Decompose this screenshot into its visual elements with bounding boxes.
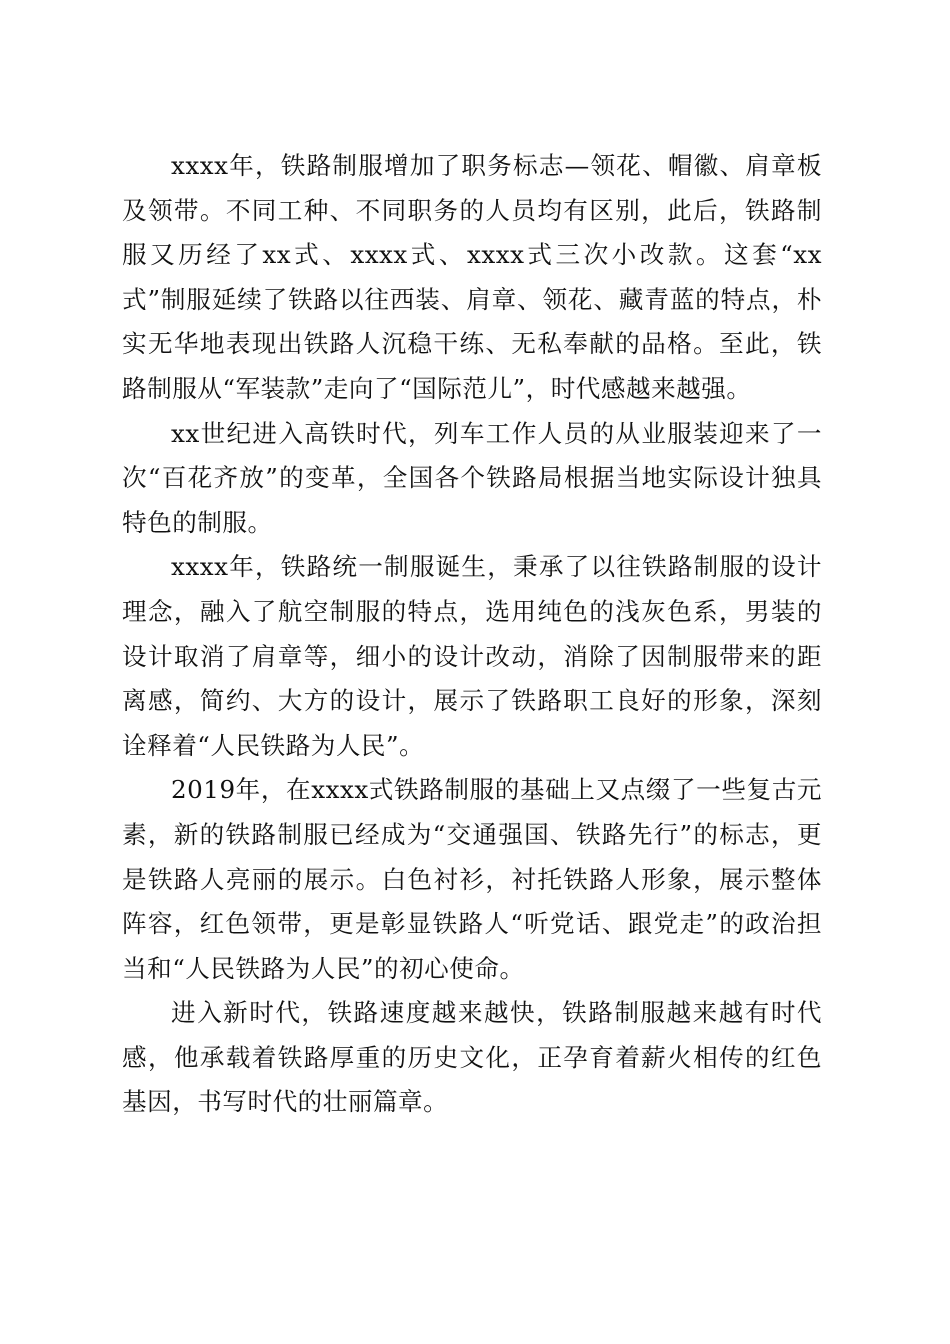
paragraph-2: xx世纪进入高铁时代，列车工作人员的从业服装迎来了一次“百花齐放”的变革，全国各个铁路局根据当地实际设计独具特色的制服。 bbox=[122, 418, 822, 537]
paragraph-5: 进入新时代，铁路速度越来越快，铁路制服越来越有时代感，他承载着铁路厚重的历史文化，正孕育着薪火相传的红色基因，书写时代的壮丽篇章。 bbox=[122, 998, 822, 1117]
document-body bbox=[122, 144, 822, 1125]
paragraph-4: 2019年，在xxxx式铁路制服的基础上又点缀了一些复古元素，新的铁路制服已经成为“交通强国、铁路先行”的标志，更是铁路人亮丽的展示。白色衬衫，衬托铁路人形象，展示整体阵容，红色领带，更是彰显铁路人“听党话、跟党走”的政治担当和“人民铁路为人民”的初心使命。 bbox=[122, 775, 822, 983]
paragraph-1: xxxx年，铁路制服增加了职务标志—领花、帽徽、肩章板及领带。不同工种、不同职务的人员均有区别，此后，铁路制服又历经了xx式、xxxx式、xxxx式三次小改款。这套“xx式”制服延续了铁路以往西装、肩章、领花、藏青蓝的特点，朴实无华地表现出铁路人沉稳干练、无私奉献的品格。至此，铁路制服从“军装款”走向了“国际范儿”，时代感越来越强。 bbox=[122, 151, 822, 403]
paragraph-3: xxxx年，铁路统一制服诞生，秉承了以往铁路制服的设计理念，融入了航空制服的特点，选用纯色的浅灰色系，男装的设计取消了肩章等，细小的设计改动，消除了因制服带来的距离感，简约、大方的设计，展示了铁路职工良好的形象，深刻诠释着“人民铁路为人民”。 bbox=[122, 552, 822, 760]
